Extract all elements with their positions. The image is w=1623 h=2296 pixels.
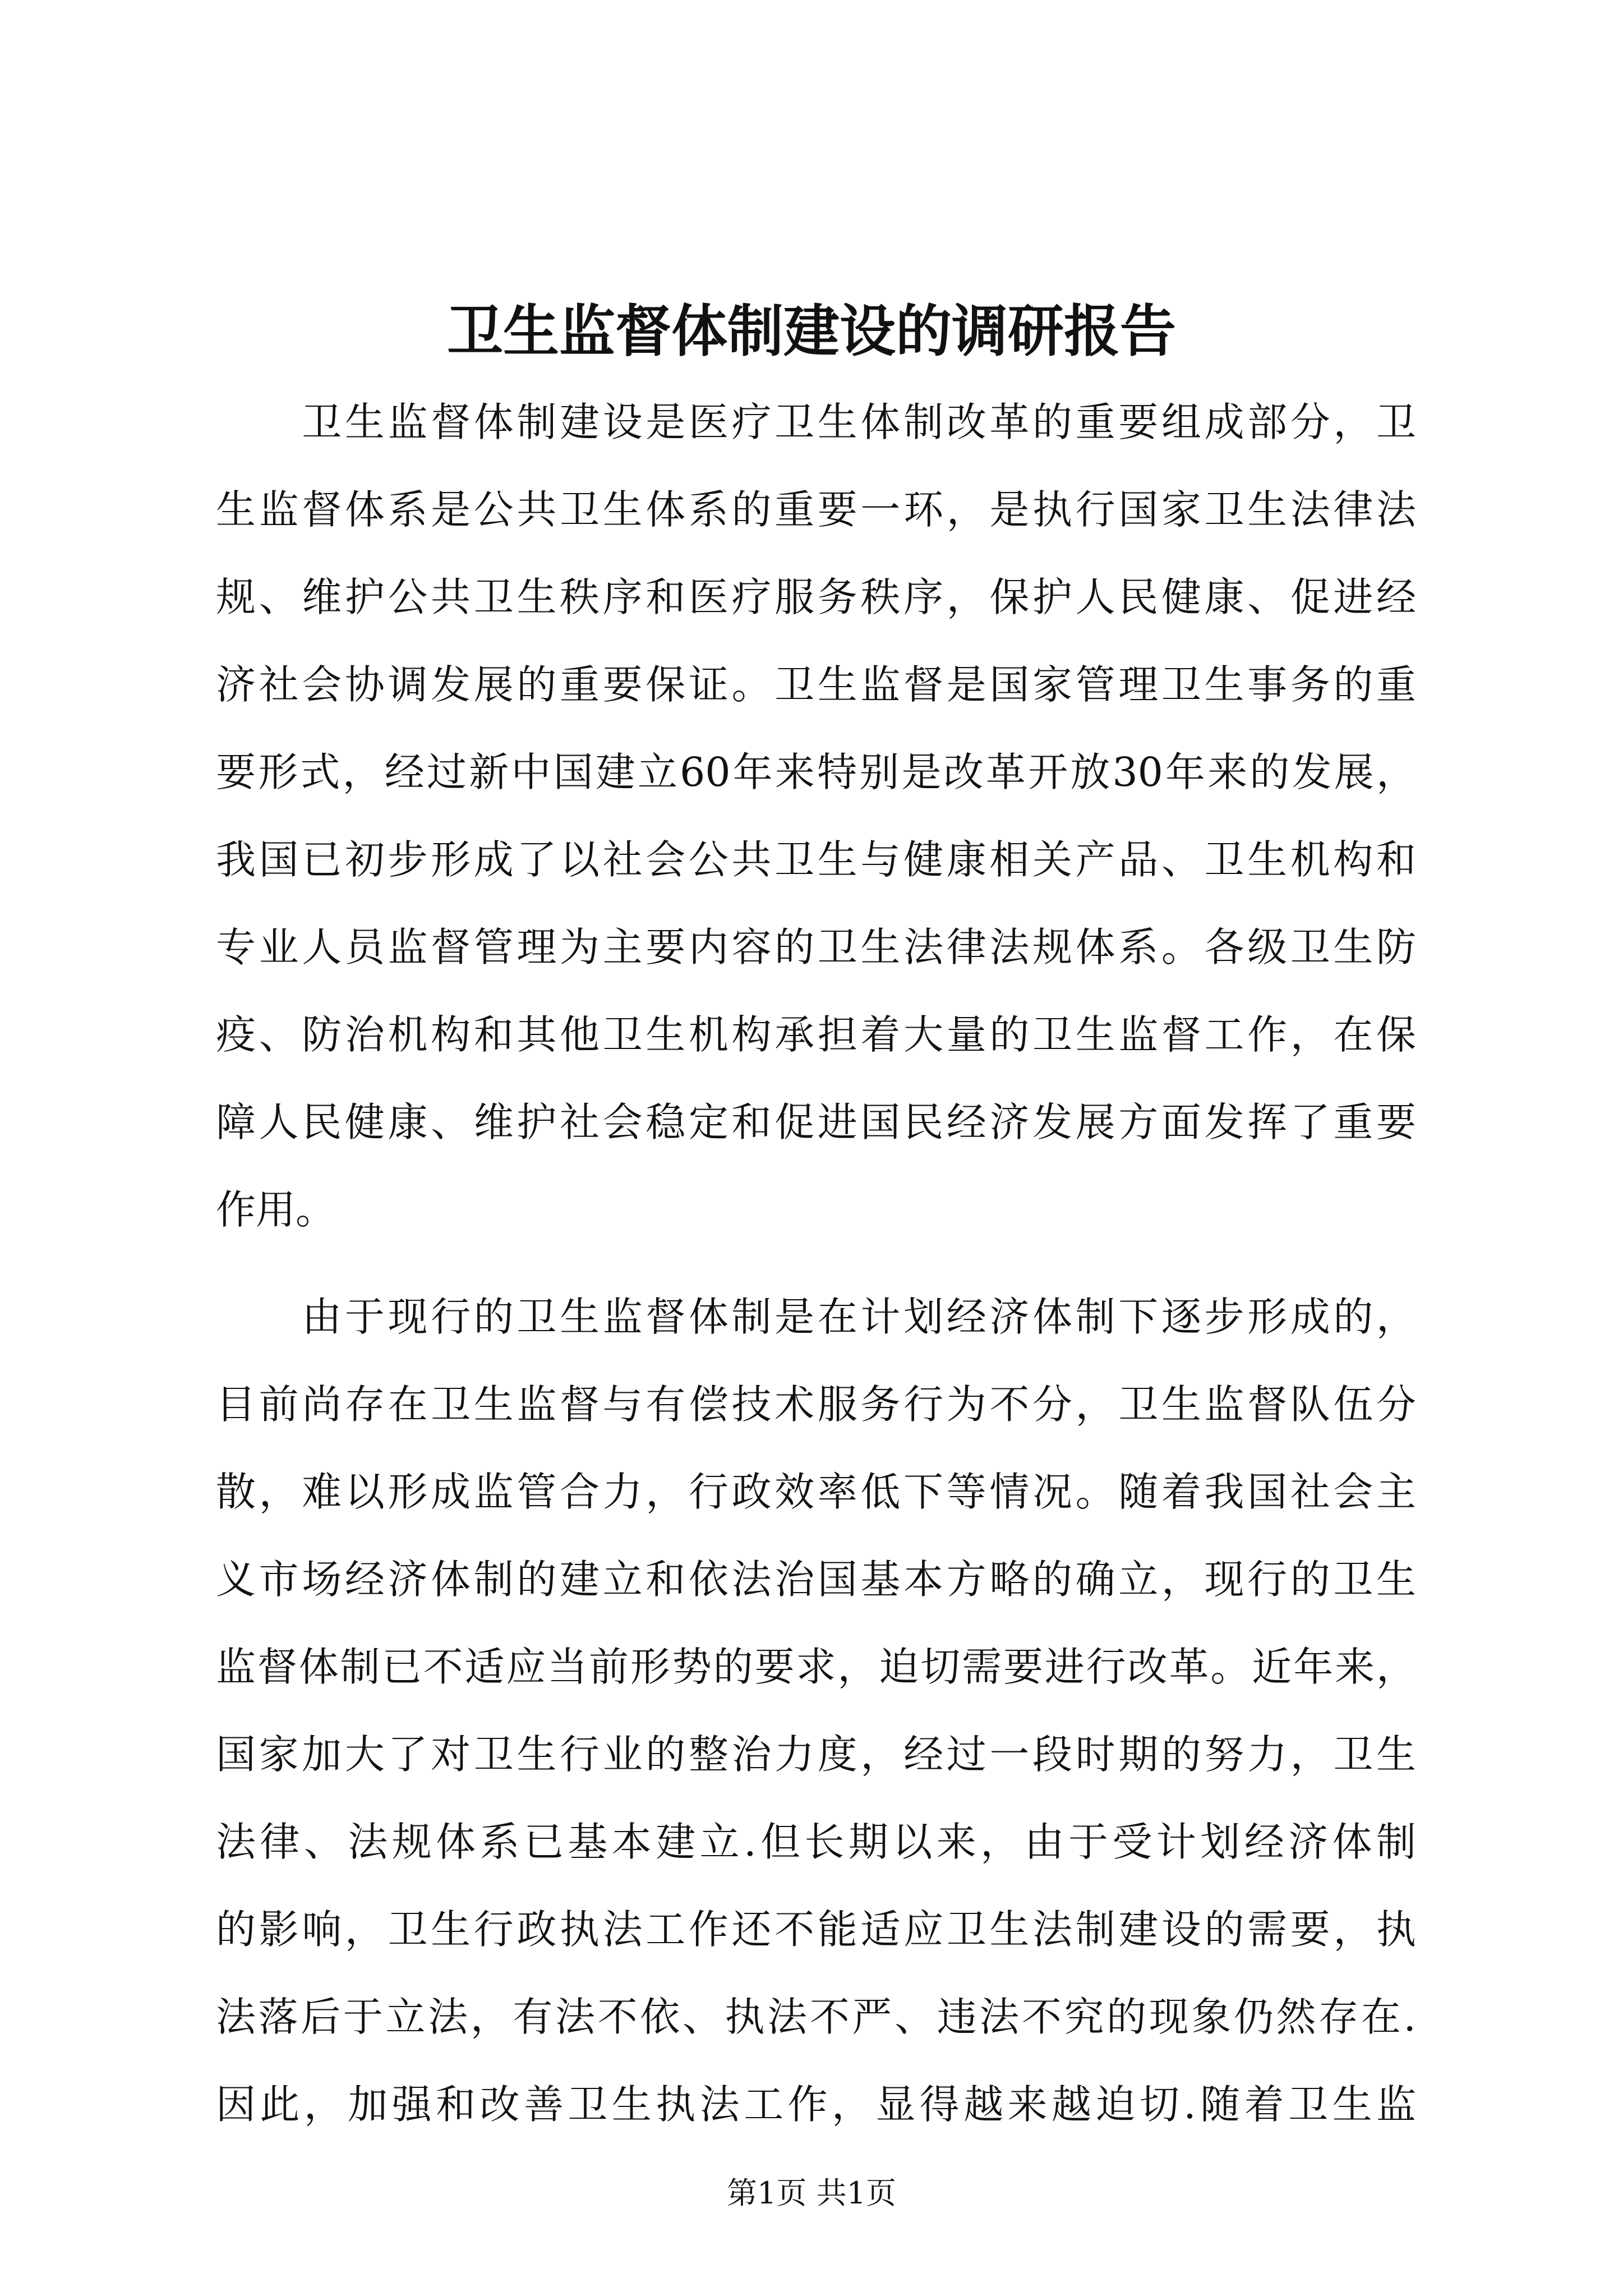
body-line: 生监督体系是公共卫生体系的重要一环，是执行国家卫生法律法 (216, 486, 1416, 533)
body-line: 法律、法规体系已基本建立.但长期以来，由于受计划经济体制 (216, 1819, 1416, 1865)
body-line: 疫、防治机构和其他卫生机构承担着大量的卫生监督工作，在保 (216, 1011, 1416, 1058)
body-line: 济社会协调发展的重要保证。卫生监督是国家管理卫生事务的重 (216, 661, 1416, 708)
body-line: 卫生监督体制建设是医疗卫生体制改革的重要组成部分，卫 (216, 399, 1416, 445)
document-title: 卫生监督体制建设的调研报告 (447, 298, 1176, 364)
body-line: 义市场经济体制的建立和依法治国基本方略的确立，现行的卫生 (216, 1556, 1416, 1603)
body-line: 国家加大了对卫生行业的整治力度，经过一段时期的努力，卫生 (216, 1731, 1416, 1778)
body-line: 法落后于立法，有法不依、执法不严、违法不究的现象仍然存在. (216, 1994, 1416, 2040)
body-line: 作用。 (216, 1186, 336, 1233)
body-line: 专业人员监督管理为主要内容的卫生法律法规体系。各级卫生防 (216, 924, 1416, 970)
body-line: 散，难以形成监管合力，行政效率低下等情况。随着我国社会主 (216, 1469, 1416, 1515)
body-line: 的影响，卫生行政执法工作还不能适应卫生法制建设的需要，执 (216, 1906, 1416, 1953)
body-line: 监督体制已不适应当前形势的要求，迫切需要进行改革。近年来， (216, 1644, 1416, 1690)
body-line: 因此，加强和改善卫生执法工作，显得越来越迫切.随着卫生监 (216, 2081, 1416, 2128)
body-line: 规、维护公共卫生秩序和医疗服务秩序，保护人民健康、促进经 (216, 574, 1416, 620)
body-line: 目前尚存在卫生监督与有偿技术服务行为不分，卫生监督队伍分 (216, 1381, 1416, 1428)
body-line: 障人民健康、维护社会稳定和促进国民经济发展方面发挥了重要 (216, 1099, 1416, 1145)
body-line: 由于现行的卫生监督体制是在计划经济体制下逐步形成的， (216, 1294, 1416, 1340)
page-footer: 第1页 共1页 (727, 2175, 896, 2211)
body-line: 要形式，经过新中国建立60年来特别是改革开放30年来的发展， (216, 749, 1416, 795)
body-line: 我国已初步形成了以社会公共卫生与健康相关产品、卫生机构和 (216, 836, 1416, 883)
